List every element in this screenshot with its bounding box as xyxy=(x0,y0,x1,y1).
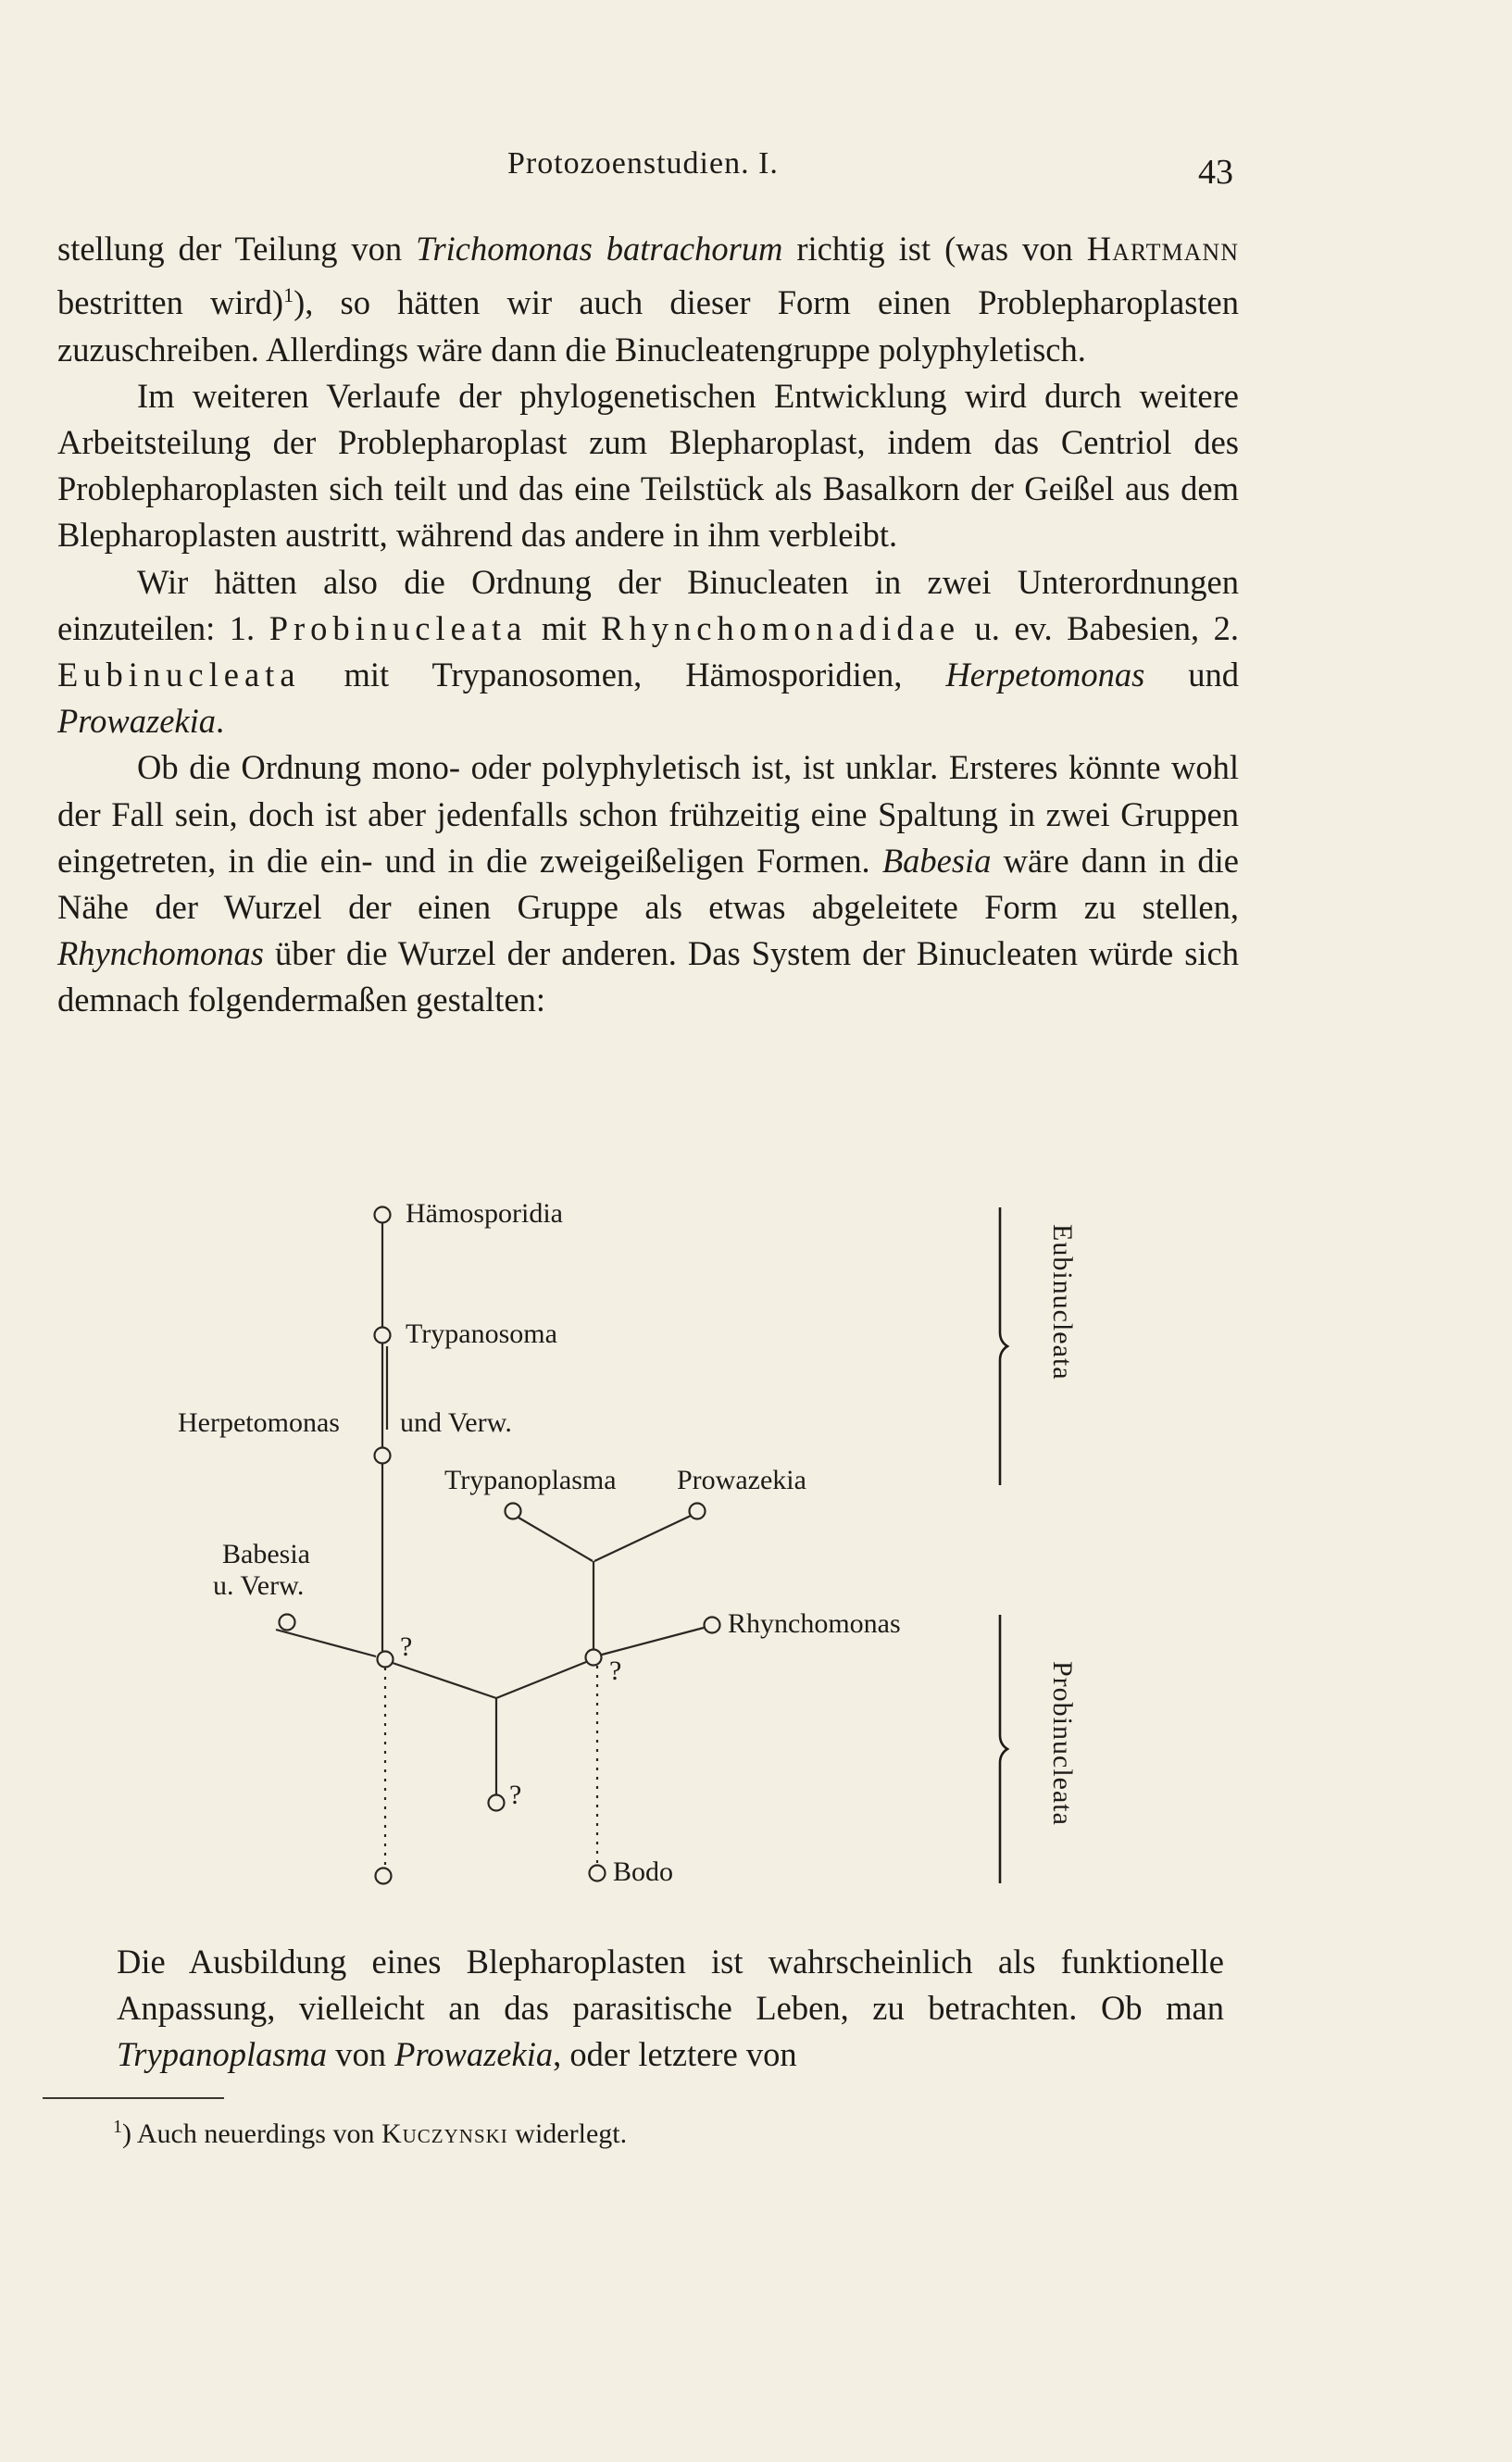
label-u-verw: u. Verw. xyxy=(213,1570,305,1601)
text-run: mit Trypanosomen, Hämosporidien, xyxy=(300,655,946,694)
text-run: richtig ist (was von xyxy=(782,230,1087,268)
text-run: , oder letztere von xyxy=(553,2035,797,2074)
node-prowazekia xyxy=(690,1504,706,1519)
taxon-name: Herpetomonas xyxy=(945,655,1145,694)
node-trypanosoma xyxy=(375,1328,391,1343)
question-left: ? xyxy=(400,1631,413,1662)
paragraph-3 xyxy=(57,559,1239,745)
text-run: Die Ausbildung eines Blepharoplasten ist wahrscheinlich als funktionelle Anpassung, vielleicht an das parasitische Leben, zu betrachten. Ob man xyxy=(117,1943,1224,2028)
main-text xyxy=(57,226,1239,1024)
page-number: 43 xyxy=(1198,153,1233,192)
node-trypanoplasma xyxy=(506,1504,521,1519)
taxon-name: Prowazekia xyxy=(394,2035,554,2074)
question-root: ? xyxy=(509,1780,522,1810)
text-run: Wir hätten also die Ordnung der Binucleaten in zwei Unterordnungen einzuteilen: 1. xyxy=(57,562,1239,647)
label-und-verw: und Verw. xyxy=(400,1407,512,1438)
text-run: über die Wurzel der anderen. Das System der Binucleaten würde sich demnach folgendermaßen gestalten: xyxy=(57,934,1239,1019)
taxon-name: Babesia xyxy=(881,841,992,880)
text-run: ), so hätten wir auch dieser Form einen Problepharoplasten zuzuschreiben. Allerdings wäre dann die Binucleatengruppe polyphyletisch. xyxy=(57,283,1239,369)
paragraph-1 xyxy=(57,226,1239,373)
text-run: u. ev. Babesien, 2. xyxy=(960,608,1239,647)
text-run: Ob die Ordnung mono- oder polyphyletisch ist, ist unklar. Ersteres könnte wohl der Fall sein, doch ist aber jedenfalls schon frühzeitig eine Spaltung in zwei Gruppen eingetreten, in die ein- und in die zweigeißeligen Formen. xyxy=(57,748,1239,880)
label-trypanosoma: Trypanosoma xyxy=(406,1318,557,1349)
closing-text xyxy=(117,1939,1224,2079)
footnote-marker: 1 xyxy=(283,283,294,307)
node-root-right xyxy=(586,1650,602,1666)
paragraph-2: Im weiteren Verlaufe der phylogenetischen Entwicklung wird durch weitere Arbeitsteilung der Problepharoplast zum Blepharoplast, indem das Centriol des Problepharoplasten sich teilt und das eine Teilstück als Basalkorn der Geißel aus dem Blepharoplasten austritt, während das andere in ihm verbleibt. xyxy=(57,376,1239,555)
suborder-name: Probinucleata xyxy=(269,608,528,647)
taxon-name: Trypanoplasma xyxy=(117,2035,328,2074)
taxon-name: Rhynchomonas xyxy=(57,934,265,973)
phylogeny-diagram xyxy=(167,1189,1111,1911)
label-haemosporidia: Hämosporidia xyxy=(406,1198,563,1229)
text-run: stellung der Teilung von xyxy=(57,230,417,268)
paragraph-5 xyxy=(117,1939,1224,2079)
text-run: bestritten wird) xyxy=(57,283,284,322)
running-title: Protozoenstudien. I. xyxy=(507,146,779,181)
suborder-name: Eubinucleata xyxy=(57,655,301,694)
label-rhynchomonas: Rhynchomonas xyxy=(728,1608,901,1639)
node-bodo xyxy=(590,1866,606,1881)
question-right: ? xyxy=(609,1656,622,1686)
brace-eubinucleata xyxy=(1000,1207,1007,1485)
label-babesia: Babesia xyxy=(222,1539,310,1569)
author-name: Kuczynski xyxy=(381,2118,508,2149)
paragraph-4 xyxy=(57,744,1239,1023)
node-root-left xyxy=(378,1652,394,1668)
text-run: mit xyxy=(527,608,602,647)
label-bodo: Bodo xyxy=(613,1856,674,1887)
text-run: ) Auch neuerdings von xyxy=(122,2118,381,2149)
author-name: Hartmann xyxy=(1086,230,1239,268)
family-name: Rhynchomonadidae xyxy=(601,608,961,647)
text-run: und xyxy=(1144,655,1240,694)
footnote-rule xyxy=(43,2097,224,2099)
page-header xyxy=(507,146,1248,198)
footnote-marker: 1 xyxy=(113,2117,122,2137)
node-bottom-left xyxy=(376,1868,392,1884)
node-rhynchomonas xyxy=(705,1618,720,1633)
label-trypanoplasma: Trypanoplasma xyxy=(444,1465,617,1495)
node-haemosporidia xyxy=(375,1207,391,1223)
label-prowazekia: Prowazekia xyxy=(677,1465,806,1495)
label-probinucleata: Probinucleata xyxy=(1047,1661,1078,1826)
brace-probinucleata xyxy=(1000,1615,1007,1883)
footnote xyxy=(113,2117,627,2150)
text-run: von xyxy=(327,2035,395,2074)
label-eubinucleata: Eubinucleata xyxy=(1047,1224,1078,1381)
label-herpetomonas: Herpetomonas xyxy=(178,1407,340,1438)
text-run: wäre dann in die Nähe der Wurzel der einen Gruppe als etwas abgeleitete Form zu stellen, xyxy=(57,841,1239,926)
text-run: . xyxy=(216,702,225,741)
node-common-root xyxy=(489,1795,505,1811)
taxon-name: Trichomonas batrachorum xyxy=(416,230,783,268)
node-babesia xyxy=(280,1615,295,1631)
text-run: widerlegt. xyxy=(507,2118,628,2149)
taxon-name: Prowazekia xyxy=(57,702,216,741)
node-herpetomonas xyxy=(375,1448,391,1464)
